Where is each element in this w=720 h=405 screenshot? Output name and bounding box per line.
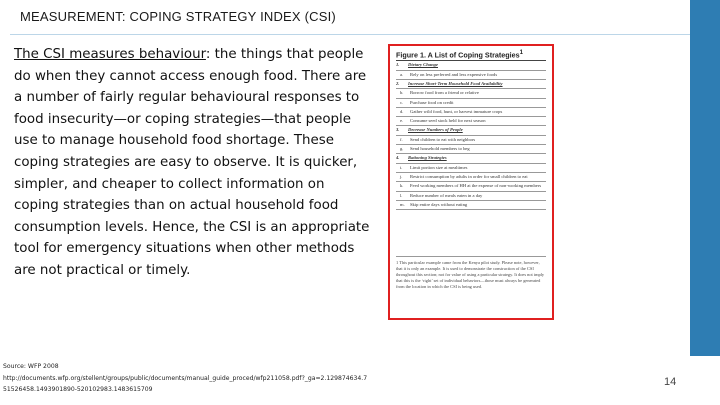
source-citation: [3, 361, 433, 396]
figure-row-number: d.: [400, 108, 404, 114]
figure-section-row: [396, 126, 546, 135]
figure-row-text: Decrease Numbers of People: [408, 127, 463, 133]
figure-row-text: Rely on less preferred and less expensive foods: [410, 71, 498, 77]
figure-row-text: Reduce number of meals eaten in a day: [410, 192, 483, 198]
figure-row-number: i.: [400, 164, 403, 170]
figure-item-row: [396, 136, 546, 145]
figure-row-number: 4.: [396, 155, 400, 161]
figure-row-number: m.: [400, 201, 405, 207]
figure-row-text: Increase Short-Term Household Food Availability: [408, 80, 503, 86]
figure-row-number: l.: [400, 192, 403, 198]
figure-blank-space: [396, 210, 546, 257]
figure-row-text: Limit portion size at mealtimes: [410, 164, 468, 170]
accent-side-bar: [690, 0, 720, 356]
figure-row-number: 3.: [396, 127, 400, 133]
figure-item-row: [396, 108, 546, 117]
figure-row-number: 2.: [396, 80, 400, 86]
figure-section-row: [396, 61, 546, 70]
figure-row-text: Borrow food from a friend or relative: [410, 90, 479, 96]
figure-row-text: Dietary Change: [408, 62, 438, 68]
figure-item-row: [396, 192, 546, 201]
figure-row-number: e.: [400, 118, 404, 124]
figure-item-row: [396, 145, 546, 154]
figure-row-text: Rationing Strategies: [408, 155, 447, 161]
figure-section-row: [396, 80, 546, 89]
figure-row-number: k.: [400, 183, 404, 189]
source-url-line: http://documents.wfp.org/stellent/groups/public/documents/manual_guide_proced/wfp211058.pdf?_ga=2.129874634.7: [3, 374, 368, 382]
title-divider: [10, 34, 690, 35]
figure-section-row: [396, 154, 546, 163]
figure-row-text: Skip entire days without eating: [410, 201, 468, 207]
figure-row-text: Consume seed stock held for next season: [410, 118, 486, 124]
figure-row-text: Feed working members of HH at the expense of non-working members: [410, 183, 542, 189]
figure-row-number: f.: [400, 136, 403, 142]
slide-title: MEASUREMENT: COPING STRATEGY INDEX (CSI): [20, 9, 336, 24]
body-text: : the things that people do when they cannot access enough food. There are a number of fairly regular behavioural responses to food insecurity—or coping strategies—that people use to manage household food shortage. These coping strategies are easy to observe. It is quicker, simpler, and cheaper to collect information on coping strategies than on actual household food consumption levels. Hence, the CSI is an appropriate tool for emergency situations when other methods are not practical or timely.: [14, 47, 370, 278]
figure-item-row: [396, 164, 546, 173]
figure-item-row: [396, 89, 546, 98]
figure-row-number: b.: [400, 90, 404, 96]
figure-title: [396, 50, 546, 61]
figure-row-number: 1.: [396, 62, 400, 68]
figure-footnote: 1 This particular example came from the Kenya pilot study. Please note, however, that it is only an example. It is used to demonstrate the construction of the CSI throughout this section; not for value of using a particular strategy. It does not imply that this is the ‘right’ set of individual behaviors—those must always be generated from the location in which the CSI is being used.: [396, 260, 545, 290]
body-emphasis: The CSI measures behaviour: [14, 47, 206, 62]
figure-item-row: [396, 182, 546, 191]
figure-item-row: [396, 201, 546, 210]
figure-row-number: a.: [400, 71, 404, 77]
figure-title-text: Figure 1. A List of Coping Strategies: [396, 50, 520, 60]
figure-item-row: [396, 117, 546, 126]
figure-item-row: [396, 71, 546, 80]
body-paragraph: [14, 44, 372, 282]
figure-row-text: Purchase food on credit: [410, 99, 454, 105]
figure-row-text: Send children to eat with neighbors: [410, 136, 476, 142]
coping-strategies-figure: [388, 44, 554, 320]
source-url-line: 51526458.1493901890-520102983.1483615709: [3, 386, 153, 393]
figure-row-number: j.: [400, 173, 403, 179]
figure-row-text: Send household members to beg: [410, 146, 470, 152]
figure-item-row: [396, 173, 546, 182]
page-number: 14: [664, 376, 677, 388]
figure-rows: [396, 61, 546, 210]
source-line: Source: WFP 2008: [3, 363, 59, 370]
figure-item-row: [396, 99, 546, 108]
figure-title-footnote-mark: 1: [519, 50, 524, 56]
figure-row-number: c.: [400, 99, 404, 105]
figure-row-text: Gather wild food, hunt, or harvest immature crops: [410, 108, 503, 114]
figure-row-number: g.: [400, 146, 404, 152]
figure-row-text: Restrict consumption by adults in order for small children to eat: [410, 173, 528, 179]
